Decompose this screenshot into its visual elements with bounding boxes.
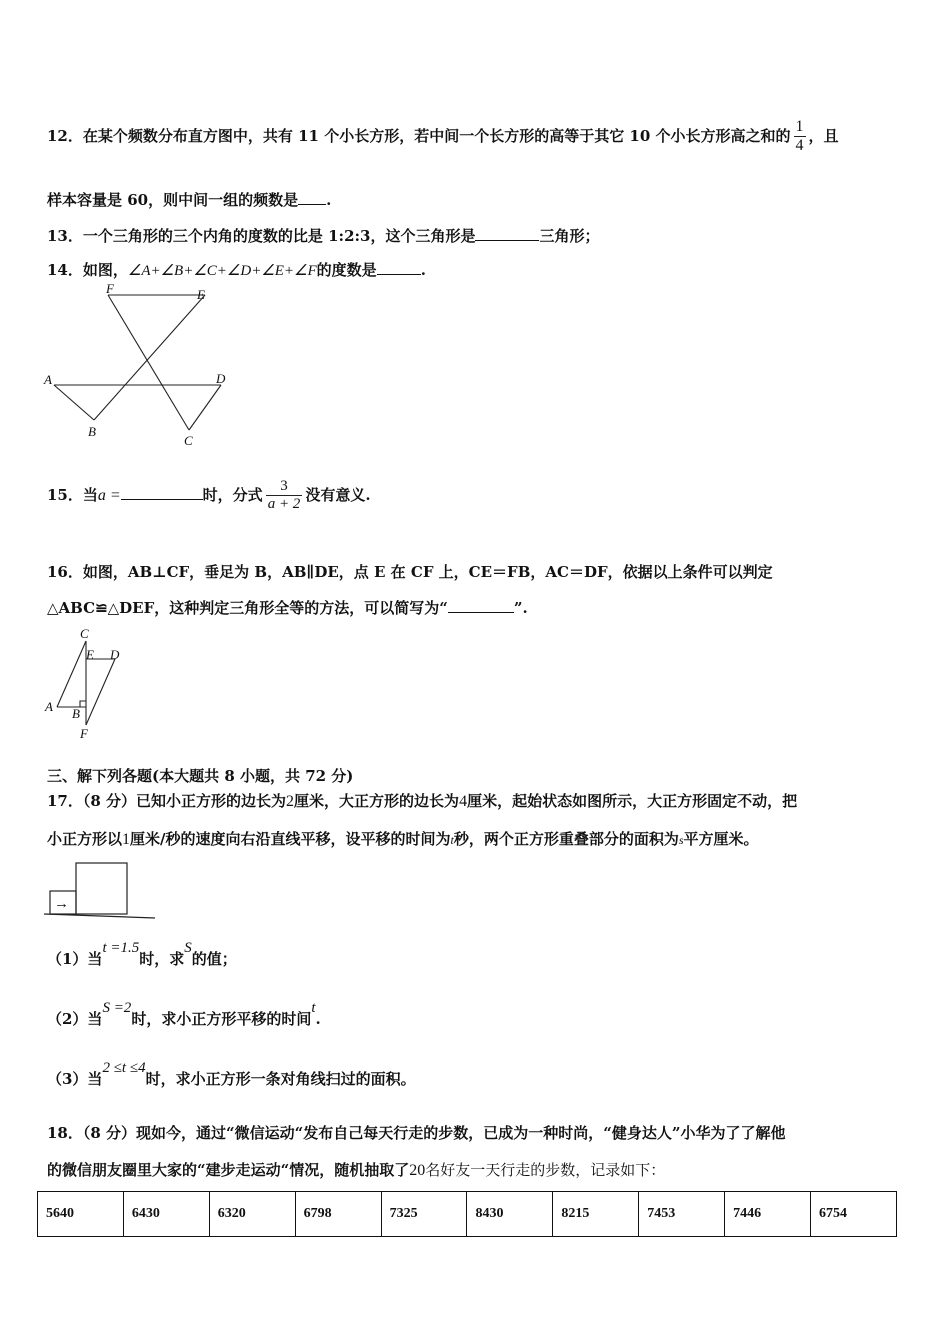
table-cell: 6754	[811, 1192, 897, 1237]
q12-frac-den: 4	[795, 137, 804, 155]
q17-p2-cond: S =2	[102, 1000, 132, 1016]
q14-answer-blank[interactable]	[377, 260, 421, 275]
q16-answer-blank[interactable]	[448, 598, 514, 613]
q17-line2-a: 小正方形以	[47, 830, 123, 848]
q15-text-c: 没有意义.	[305, 485, 371, 504]
q17-line2	[47, 828, 759, 849]
q17-p1-c: 的值；	[191, 950, 237, 968]
q14-label-f: F	[106, 284, 114, 296]
q17-value-1: 1	[122, 831, 131, 848]
q17-p3-a: （3）当	[47, 1070, 103, 1088]
q13-text-b: 三角形；	[539, 227, 600, 245]
q14-line-cd	[189, 385, 221, 430]
q15-fraction	[266, 478, 303, 514]
q14-text-b: 的度数是	[316, 261, 377, 279]
q17-line2-d: 平方厘米。	[683, 830, 759, 848]
q17-text-c: 厘米，起始状态如图所示，大正方形固定不动，把	[467, 792, 798, 810]
q18-steps-table	[37, 1191, 897, 1237]
q16-label-b: B	[72, 706, 80, 721]
table-cell: 7453	[639, 1192, 725, 1237]
q12-line1	[47, 118, 839, 156]
q17-text-a: 17．（8 分）已知小正方形的边长为	[47, 792, 287, 810]
q17-p2-var: t	[311, 1000, 316, 1016]
q17-p1-cond: t =1.5	[102, 940, 140, 956]
q15-answer-blank[interactable]	[121, 485, 203, 500]
q17-figure	[42, 858, 162, 922]
q17-value-2: 2	[286, 793, 295, 810]
q14-line-be	[94, 295, 205, 420]
q16-line1-text: 16．如图，AB⊥CF，垂足为 B，AB∥DE，点 E 在 CF 上，CE＝FB，AC＝DF，依据以上条件可以判定	[47, 563, 773, 581]
q12-text-a: 12．在某个频数分布直方图中，共有 11 个小长方形，若中间一个长方形的高等于其它 10 个小长方形高之和的	[47, 126, 791, 145]
q12-text-b: ，且	[808, 126, 839, 145]
q14-label-b: B	[88, 424, 96, 439]
q16-line2	[47, 597, 528, 618]
q14-angle-expr: ∠A+∠B+∠C+∠D+∠E+∠F	[127, 263, 317, 279]
q18-line1-text: 18．（8 分）现如今，通过“微信运动“发布自己每天行走的步数，已成为一种时尚，“健身达人”小华为了了解他	[47, 1124, 786, 1142]
q17-line2-c: 秒，两个正方形重叠部分的面积为	[453, 830, 679, 848]
q15-text-a: 15．当	[47, 485, 98, 504]
table-cell: 5640	[38, 1192, 124, 1237]
q15-text-b: 时，分式	[202, 485, 263, 504]
q12-fraction	[794, 118, 806, 156]
table-cell: 8215	[553, 1192, 639, 1237]
q14-label-a: A	[44, 372, 52, 387]
q17-large-square	[76, 863, 127, 914]
q16-label-f: F	[80, 726, 88, 741]
q15-var: a =	[97, 486, 121, 504]
table-cell: 6430	[123, 1192, 209, 1237]
q13-answer-blank[interactable]	[475, 226, 539, 241]
q17-p3-cond: 2 ≤t ≤4	[102, 1060, 146, 1076]
table-cell: 8430	[467, 1192, 553, 1237]
q17-part3	[47, 1060, 416, 1089]
q16-figure	[40, 624, 140, 744]
q15-frac-den: a + 2	[267, 496, 301, 513]
q17-p2-a: （2）当	[47, 1010, 103, 1028]
q12-answer-blank[interactable]	[298, 190, 326, 205]
q16-label-d: D	[110, 647, 120, 662]
q17-text-b: 厘米，大正方形的边长为	[294, 792, 460, 810]
q14-text-c: .	[420, 261, 426, 279]
q12-line2-text: 样本容量是 60，则中间一组的频数是	[47, 191, 299, 209]
q17-part2	[47, 1000, 321, 1029]
q16-line1	[47, 561, 773, 582]
q17-line1	[47, 790, 797, 811]
q16-line-df	[86, 659, 115, 725]
q17-line2-b: 厘米/秒的速度向右沿直线平移，设平移的时间为	[130, 830, 451, 848]
q17-p1-a: （1）当	[47, 950, 103, 968]
q12-line2-end: .	[326, 191, 332, 209]
table-row	[38, 1192, 897, 1237]
q17-p1-b: 时，求	[139, 950, 185, 968]
q13-text-a: 13．一个三角形的三个内角的度数的比是 1:2:3，这个三角形是	[47, 227, 476, 245]
table-cell: 6798	[295, 1192, 381, 1237]
q17-value-4: 4	[459, 793, 468, 810]
q12-line2	[47, 189, 331, 210]
table-cell: 7446	[725, 1192, 811, 1237]
q18-line2-b: 名好友一天行走的步数，记录如下：	[425, 1163, 666, 1179]
q16-label-a: A	[45, 699, 53, 714]
table-cell: 6320	[209, 1192, 295, 1237]
section-3-title: 三、解下列各题(本大题共 8 小题，共 72 分)	[47, 767, 354, 785]
q18-line1	[47, 1122, 786, 1143]
q14-figure	[40, 284, 240, 454]
q15-frac-num: 3	[266, 478, 303, 496]
q17-part1	[47, 940, 237, 969]
q17-p3-b: 时，求小正方形一条对角线扫过的面积。	[145, 1070, 416, 1088]
table-cell: 7325	[381, 1192, 467, 1237]
q12-frac-num: 1	[794, 118, 806, 137]
q16-label-c: C	[80, 626, 89, 641]
q16-line2-text: △ABC≌△DEF，这种判定三角形全等的方法，可以简写为“	[47, 599, 448, 617]
q17-p2-c: .	[315, 1010, 321, 1028]
q17-p1-var: S	[184, 940, 192, 956]
q18-line2	[47, 1159, 665, 1180]
q14-line-ab	[54, 385, 94, 420]
q14-line-fc	[108, 295, 189, 430]
q14-label-e: E	[197, 287, 205, 302]
q16-label-e: E	[86, 647, 94, 662]
q17-var-t: t	[450, 833, 454, 847]
q16-line-ca	[57, 641, 86, 707]
q17-arrow-icon: →	[54, 896, 69, 912]
q18-count: 20	[409, 1162, 426, 1179]
q17-var-s: s	[678, 833, 684, 847]
q14-label-c: C	[184, 433, 193, 448]
q14-label-d: D	[216, 371, 226, 386]
q15-line	[47, 478, 371, 514]
q14-line	[47, 259, 426, 280]
q16-right-angle-mark	[80, 701, 86, 707]
q16-line2-end: ”.	[513, 599, 528, 617]
q13-line	[47, 225, 600, 246]
q17-p2-b: 时，求小正方形平移的时间	[131, 1010, 312, 1028]
q14-text-a: 14．如图，	[47, 261, 128, 279]
q18-line2-a: 的微信朋友圈里大家的“建步走运动“情况，随机抽取了	[47, 1161, 410, 1179]
